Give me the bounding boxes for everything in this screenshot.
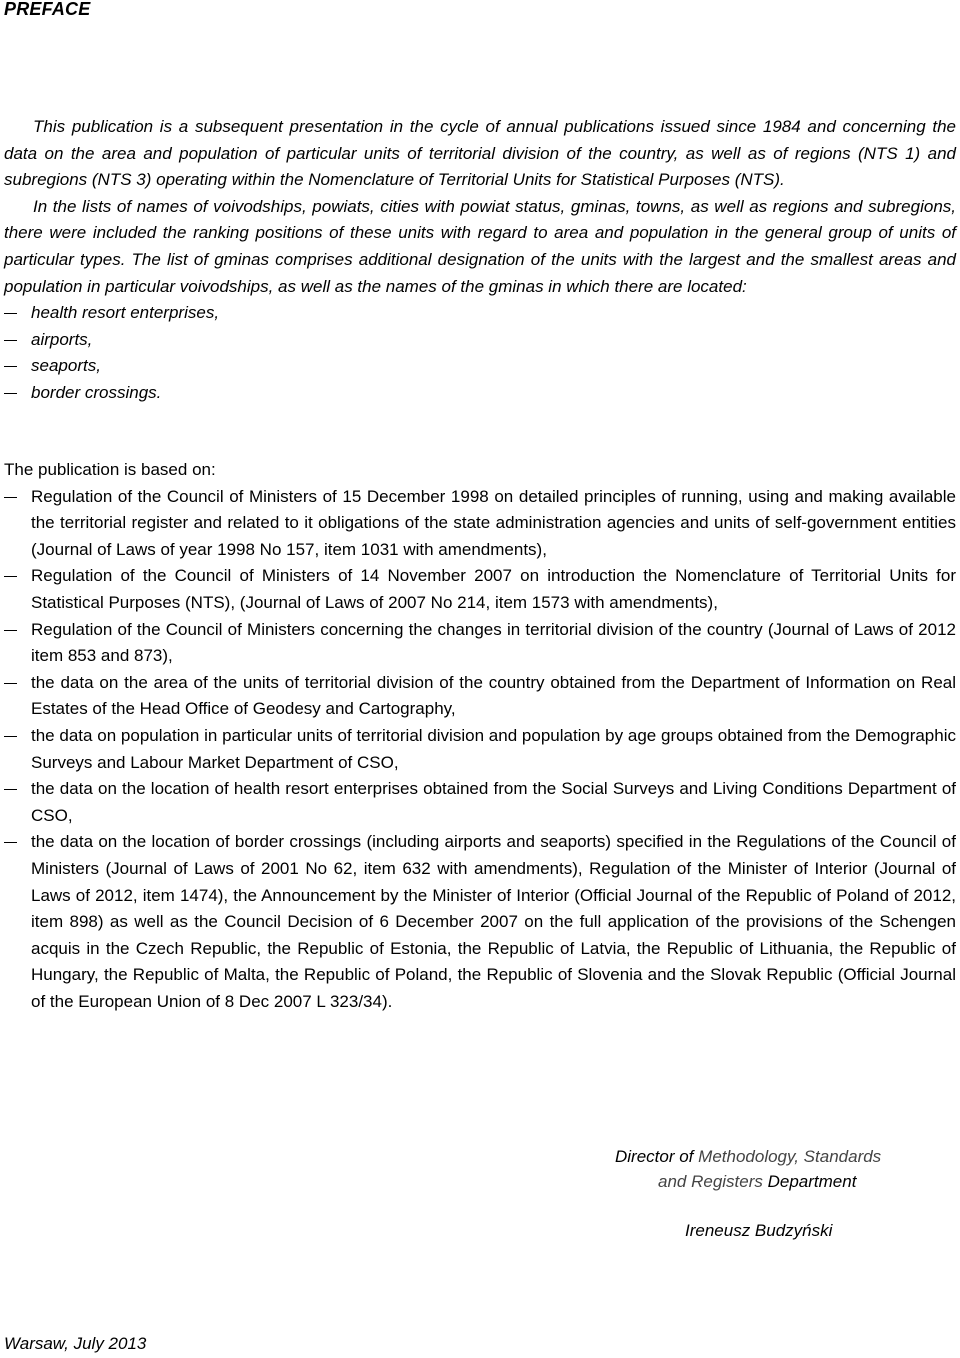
- intro-paragraph-2: In the lists of names of voivodships, powiats, cities with powiat status, gminas, towns, as well as regions and subregions, there were included the ranking positions of these units with regard to area and population in the general group of units of particular types. The list of gminas comprises additional designation of the units with the largest and the smallest areas and population in particular voivodships, as well as the names of the gminas in which there are located:: [4, 196, 956, 296]
- dash-bullet-icon: [4, 340, 17, 341]
- list-item-text: Regulation of the Council of Ministers of 15 December 1998 on detailed principles of running, using and making available the territorial register and related to it obligations of the state administration agencies and units of self-government entities (Journal of Laws of year 1998 No 157, item 1031 with amendments),: [31, 486, 956, 559]
- list-item: [4, 617, 956, 670]
- list-item: [4, 776, 956, 829]
- intro-paragraph-1: This publication is a subsequent presentation in the cycle of annual publications issued since 1984 and concerning the data on the area and population of particular units of territorial division of the country, as well as of regions (NTS 1) and subregions (NTS 3) operating within the Nomenclature of Territorial Units for Statistical Purposes (NTS).: [4, 117, 956, 190]
- page-title: PREFACE: [4, 0, 91, 19]
- dash-bullet-icon: [4, 393, 17, 394]
- dash-bullet-icon: [4, 366, 17, 367]
- list-item-text: Regulation of the Council of Ministers concerning the changes in territorial division of the country (Journal of Laws of 2012 item 853 and 873),: [31, 619, 956, 666]
- signature-title-line-2: [658, 1172, 856, 1192]
- list-item: [4, 484, 956, 564]
- list-item: [4, 723, 956, 776]
- locations-list: [4, 300, 956, 406]
- sources-list: [4, 484, 956, 1016]
- intro-section: [4, 114, 956, 407]
- list-item: [4, 670, 956, 723]
- list-item: [4, 380, 956, 407]
- place-and-date: Warsaw, July 2013: [4, 1334, 147, 1353]
- dash-bullet-icon: [4, 313, 17, 314]
- list-item: [4, 327, 956, 354]
- dash-bullet-icon: [4, 683, 17, 684]
- dash-bullet-icon: [4, 736, 17, 737]
- signature-title-line-1: [615, 1147, 881, 1167]
- list-item: [4, 829, 956, 1015]
- sources-section: [4, 457, 956, 1015]
- list-item: [4, 563, 956, 616]
- list-item-text: the data on the location of border crossings (including airports and seaports) specified in the Regulations of the Council of Ministers (Journal of Laws of 2001 No 62, item 632 with amendments), Regulation of the Minister of Interior (Journal of Laws of 2012, item 1474), the Announcement by the Minister of Interior (Official Journal of the Republic of Poland of 2012, item 898) as well as the Council Decision of 6 December 2007 on the full application of the provisions of the Schengen acquis in the Czech Republic, the Republic of Estonia, the Republic of Latvia, the Republic of Lithuania, the Republic of Hungary, the Republic of Malta, the Republic of Poland, the Republic of Slovenia and the Slovak Republic (Official Journal of the European Union of 8 Dec 2007 L 323/34).: [31, 832, 956, 1011]
- list-item-text: the data on the location of health resort enterprises obtained from the Social Surveys and Living Conditions Department of CSO,: [31, 779, 956, 825]
- signatory-name: Ireneusz Budzyński: [685, 1221, 833, 1240]
- dash-bullet-icon: [4, 789, 17, 790]
- list-item-text: airports,: [31, 329, 93, 349]
- dash-bullet-icon: [4, 576, 17, 577]
- signature-text: and Registers: [658, 1172, 763, 1191]
- signature-text: Director of: [615, 1147, 694, 1166]
- list-item-text: health resort enterprises,: [31, 303, 220, 323]
- list-item-text: border crossings.: [31, 382, 162, 402]
- list-item: [4, 353, 956, 380]
- list-item-text: the data on the area of the units of territorial division of the country obtained from the Department of Information on Real Estates of the Head Office of Geodesy and Cartography,: [31, 672, 956, 719]
- signature-text: Methodology, Standards: [698, 1147, 882, 1166]
- dash-bullet-icon: [4, 630, 17, 631]
- list-item: [4, 300, 956, 327]
- list-item-text: Regulation of the Council of Ministers of 14 November 2007 on introduction the Nomenclature of Territorial Units for Statistical Purposes (NTS), (Journal of Laws of 2007 No 214, item 1573 with amendments),: [31, 566, 956, 612]
- sources-heading: The publication is based on:: [4, 460, 216, 479]
- signature-text: Department: [767, 1172, 857, 1191]
- list-item-text: seaports,: [31, 356, 101, 376]
- list-item-text: the data on population in particular units of territorial division and population by age groups obtained from the Demographic Surveys and Labour Market Department of CSO,: [31, 725, 956, 772]
- dash-bullet-icon: [4, 497, 17, 498]
- dash-bullet-icon: [4, 842, 17, 843]
